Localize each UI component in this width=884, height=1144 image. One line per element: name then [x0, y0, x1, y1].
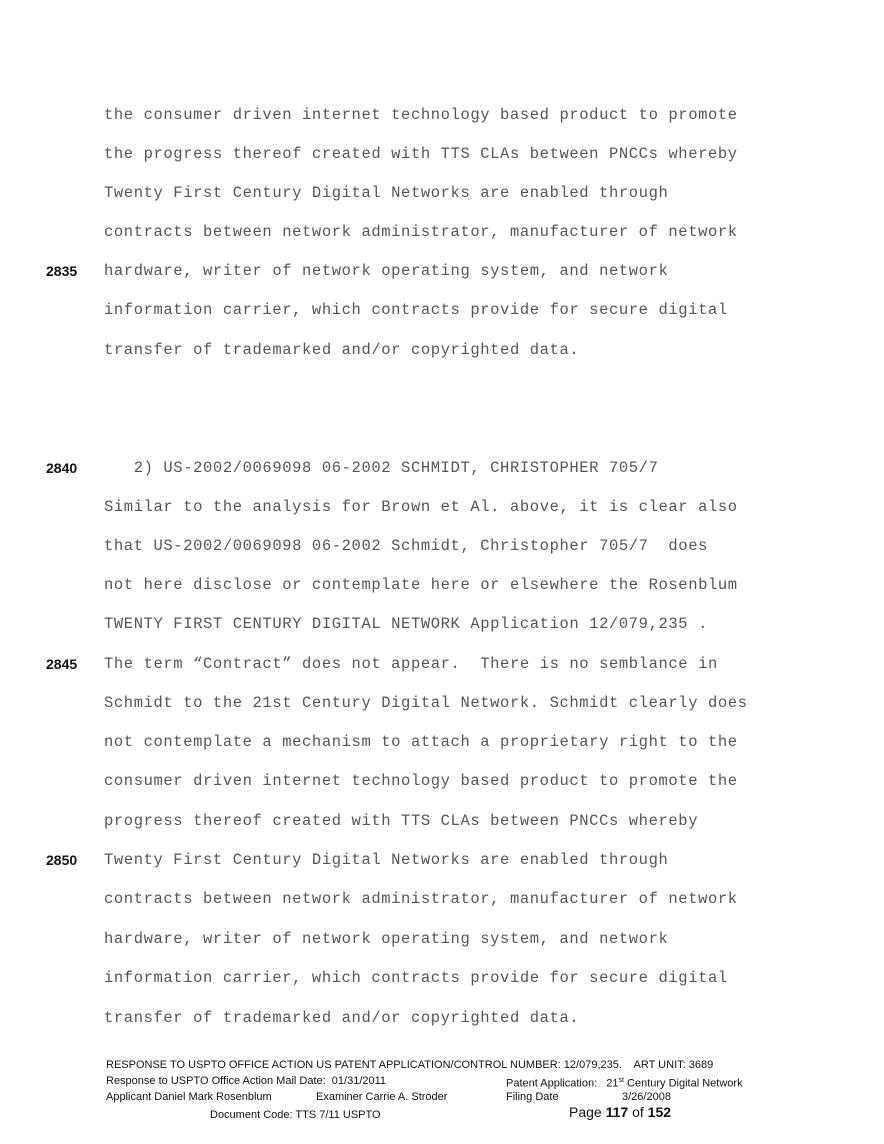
body-line: progress thereof created with TTS CLAs between PNCCs whereby	[104, 812, 699, 830]
body-line: that US-2002/0069098 06-2002 Schmidt, Christopher 705/7 does	[104, 537, 708, 555]
footer-filing-date: 3/26/2008	[622, 1091, 671, 1103]
body-line: transfer of trademarked and/or copyrighted data.	[104, 1009, 580, 1027]
body-line: Schmidt to the 21st Century Digital Network. Schmidt clearly does	[104, 694, 748, 712]
footer-response-line: RESPONSE TO USPTO OFFICE ACTION US PATENT APPLICATION/CONTROL NUMBER: 12/079,235. ART UNIT: 3689	[106, 1059, 714, 1071]
page-current: 117	[605, 1104, 629, 1120]
line-number: 2850	[46, 852, 78, 868]
body-line: information carrier, which contracts provide for secure digital	[104, 969, 728, 987]
page-number	[569, 1105, 671, 1119]
reference-heading: 2) US-2002/0069098 06-2002 SCHMIDT, CHRISTOPHER 705/7	[104, 459, 659, 477]
body-line: contracts between network administrator, manufacturer of network	[104, 890, 738, 908]
body-line: Twenty First Century Digital Networks are enabled through	[104, 184, 669, 202]
line-number: 2835	[46, 263, 78, 279]
body-line: the progress thereof created with TTS CLAs between PNCCs whereby	[104, 145, 738, 163]
body-line: hardware, writer of network operating system, and network	[104, 930, 669, 948]
body-line: The term “Contract” does not appear. There is no semblance in	[104, 655, 718, 673]
body-line: hardware, writer of network operating system, and network	[104, 262, 669, 280]
footer-applicant: Applicant Daniel Mark Rosenblum	[106, 1091, 272, 1103]
footer-patent-name: Century Digital Network	[623, 1077, 743, 1090]
body-line: not here disclose or contemplate here or elsewhere the Rosenblum	[104, 576, 738, 594]
line-number: 2845	[46, 656, 78, 672]
page-total: 152	[647, 1104, 672, 1120]
footer-mail-date: Response to USPTO Office Action Mail Date: 01/31/2011	[106, 1075, 387, 1087]
body-line: the consumer driven internet technology based product to promote	[104, 106, 738, 124]
footer-patent-label: Patent Application: 21	[506, 1077, 619, 1090]
body-line: consumer driven internet technology based product to promote the	[104, 772, 738, 790]
line-number: 2840	[46, 460, 78, 476]
footer-superscript: st	[618, 1077, 624, 1084]
body-line: transfer of trademarked and/or copyrighted data.	[104, 341, 580, 359]
body-line: Twenty First Century Digital Networks are enabled through	[104, 851, 669, 869]
body-line: TWENTY FIRST CENTURY DIGITAL NETWORK Application 12/079,235 .	[104, 615, 708, 633]
body-line: information carrier, which contracts provide for secure digital	[104, 301, 728, 319]
body-line: Similar to the analysis for Brown et Al. above, it is clear also	[104, 498, 738, 516]
body-line: contracts between network administrator, manufacturer of network	[104, 223, 738, 241]
footer-patent-application	[506, 1074, 743, 1091]
footer-examiner: Examiner Carrie A. Stroder	[316, 1091, 448, 1103]
footer-document-code: Document Code: TTS 7/11 USPTO	[210, 1109, 381, 1121]
page-of: of	[628, 1104, 648, 1120]
page-prefix: Page	[569, 1104, 606, 1120]
body-line: not contemplate a mechanism to attach a proprietary right to the	[104, 733, 738, 751]
footer-filing-date-label: Filing Date	[506, 1091, 559, 1103]
